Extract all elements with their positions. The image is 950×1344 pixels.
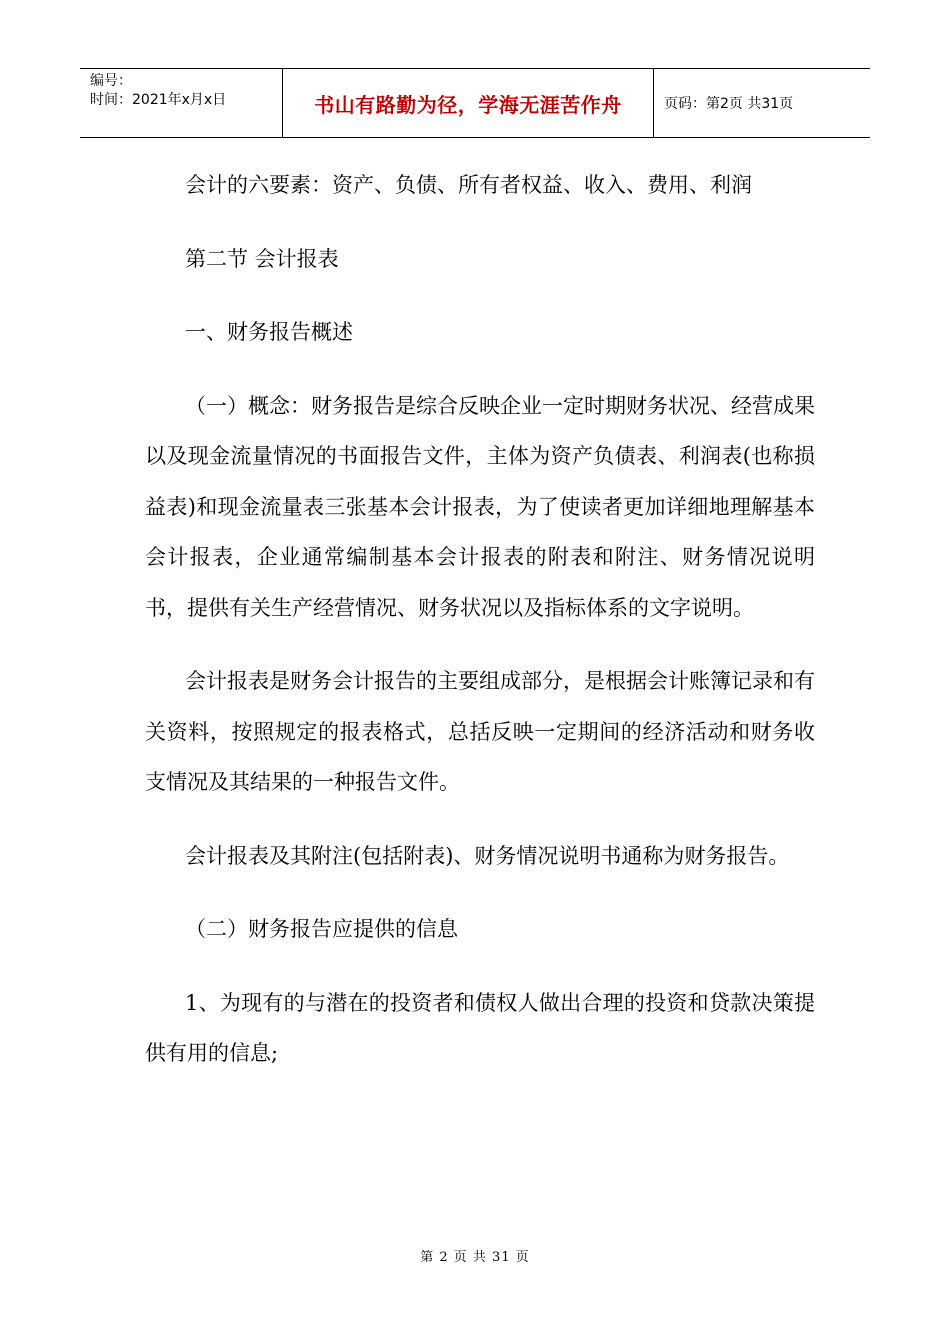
document-body xyxy=(145,160,815,1102)
section-heading: 第二节 会计报表 xyxy=(185,246,339,271)
document-number: 编号： xyxy=(90,73,132,89)
paragraph: 会计的六要素：资产、负债、所有者权益、收入、费用、利润 xyxy=(185,173,752,197)
paragraph: 会计报表是财务会计报告的主要组成部分，是根据会计账簿记录和有关资料，按照规定的报表格式，总括反映一定期间的经济活动和财务收支情况及其结果的一种报告文件。 xyxy=(145,669,815,794)
header-page-info: 页码：第2页 共31页 xyxy=(664,96,794,112)
page-header xyxy=(80,68,870,138)
paragraph: 会计报表及其附注(包括附表)、财务情况说明书通称为财务报告。 xyxy=(185,843,790,868)
subsection-heading: 一、财务报告概述 xyxy=(185,320,353,344)
paragraph: （一）概念：财务报告是综合反映企业一定时期财务状况、经营成果以及现金流量情况的书面报告文件，主体为资产负债表、利润表(也称损益表)和现金流量表三张基本会计报表，为了使读者更加详细地理解基本会计报表，企业通常编制基本会计报表的附表和附注、财务情况说明书，提供有关生产经营情况、财务状况以及指标体系的文字说明。 xyxy=(145,393,815,620)
document-date: 时间：2021年x月x日 xyxy=(90,92,227,108)
paragraph: 1、为现有的与潜在的投资者和债权人做出合理的投资和贷款决策提供有用的信息; xyxy=(145,990,815,1065)
header-meta xyxy=(80,69,283,137)
header-slogan: 书山有路勤为径，学海无涯苦作舟 xyxy=(283,69,654,137)
page-footer: 第 2 页 共 31 页 xyxy=(420,1250,530,1265)
subsection-heading: （二）财务报告应提供的信息 xyxy=(185,917,458,941)
